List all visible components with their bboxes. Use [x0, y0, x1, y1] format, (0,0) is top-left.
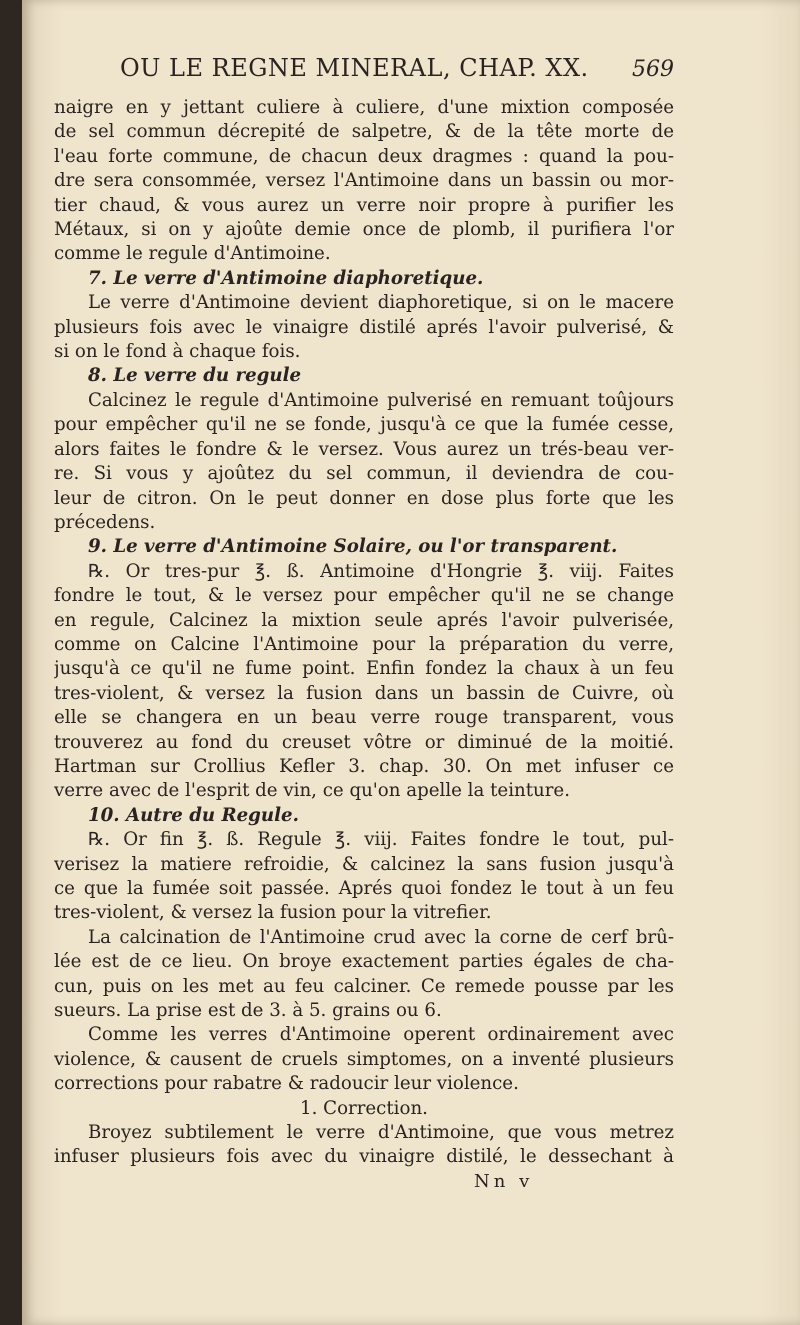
text-line: La calcination de l'Antimoine crud avec la corne de cerf brû- — [88, 926, 674, 948]
text-line: violence, & causent de cruels simptomes, on a inventé plusieurs — [54, 1048, 674, 1070]
running-head: OU LE REGNE MINERAL, CHAP. XX. — [120, 54, 589, 82]
text-line: re. Si vous y ajoûtez du sel commun, il deviendra de cou- — [54, 463, 674, 485]
text-line: comme le regule d'Antimoine. — [54, 243, 331, 265]
text-line: tres-violent, & versez la fusion dans un bassin de Cuivre, où — [54, 682, 674, 704]
text-line: fondre le tout, & le versez pour empêcher qu'il ne se change — [54, 585, 674, 607]
book-spine — [0, 0, 22, 1325]
text-line: Comme les verres d'Antimoine operent ordinairement avec — [88, 1024, 674, 1046]
page-header — [54, 54, 674, 94]
body-text — [54, 96, 674, 1170]
text-line: trouverez au fond du creuset vôtre or diminué de la moitié. — [54, 731, 674, 753]
text-line: précedens. — [54, 511, 156, 533]
section-heading — [54, 267, 674, 291]
section-heading — [54, 535, 674, 559]
book-page — [22, 0, 800, 1325]
text-line: plusieurs fois avec le vinaigre distilé aprés l'avoir pulverisé, & — [54, 316, 674, 338]
text-line: ℞. Or fin ℥. ß. Regule ℥. viij. Faites fondre le tout, pul- — [88, 829, 674, 851]
section-heading — [54, 804, 674, 828]
text-line: tres-violent, & versez la fusion pour la vitrefier. — [54, 902, 492, 924]
page-text-block — [54, 54, 674, 1194]
text-line: jusqu'à ce qu'il ne fume point. Enfin fondez la chaux à un feu — [54, 658, 674, 680]
text-line: Broyez subtilement le verre d'Antimoine, que vous metrez — [88, 1122, 674, 1144]
text-line: l'eau forte commune, de chacun deux dragmes : quand la pou- — [54, 145, 674, 167]
heading-text: 10. Autre du Regule. — [88, 804, 299, 826]
text-line: naigre en y jettant culiere à culiere, d'une mixtion composée — [54, 97, 674, 118]
text-line: elle se changera en un beau verre rouge transparent, vous — [54, 707, 674, 729]
text-line: sueurs. La prise est de 3. à 5. grains ou 6. — [54, 1000, 442, 1022]
text-line: Métaux, si on y ajoûte demie once de plomb, il purifiera l'or — [54, 219, 674, 241]
heading-text: 7. Le verre d'Antimoine diaphoretique. — [88, 267, 484, 289]
text-line: cun, puis on les met au feu calciner. Ce remede pousse par les — [54, 975, 674, 997]
text-line: si on le fond à chaque fois. — [54, 341, 301, 363]
text-line: Hartman sur Crollius Kefler 3. chap. 30. On met infuser ce — [54, 755, 674, 777]
text-line: infuser plusieurs fois avec du vinaigre distilé, le dessechant à — [54, 1146, 674, 1168]
text-line: verisez la matiere refroidie, & calcinez la sans fusion jusqu'à — [54, 853, 674, 875]
section-heading — [54, 364, 674, 388]
text-line: alors faites le fondre & le versez. Vous aurez un trés-beau ver- — [54, 438, 674, 460]
text-line: Calcinez le regule d'Antimoine pulverisé en remuant toûjours — [88, 389, 674, 411]
text-line: Le verre d'Antimoine devient diaphoretique, si on le macere — [88, 292, 674, 314]
section-heading: 1. Correction. — [300, 1097, 428, 1119]
text-line: corrections pour rabatre & radoucir leur violence. — [54, 1073, 519, 1095]
text-line: pour empêcher qu'il ne se fonde, jusqu'à ce que la fumée cesse, — [54, 414, 674, 436]
heading-text: 9. Le verre d'Antimoine Solaire, ou l'or transparent. — [88, 536, 618, 558]
text-line: dre sera consommée, versez l'Antimoine dans un bassin ou mor- — [54, 170, 674, 192]
text-line: lée est de ce lieu. On broye exactement parties égales de cha- — [54, 951, 674, 973]
signature-mark: Nn v — [474, 1170, 534, 1192]
page-number: 569 — [632, 57, 674, 82]
text-line: tier chaud, & vous aurez un verre noir propre à purifier les — [54, 194, 674, 216]
heading-text: 8. Le verre du regule — [88, 365, 302, 387]
text-line: en regule, Calcinez la mixtion seule aprés l'avoir pulverisée, — [54, 609, 674, 631]
text-line: comme on Calcine l'Antimoine pour la préparation du verre, — [54, 633, 674, 655]
text-line: verre avec de l'esprit de vin, ce qu'on apelle la teinture. — [54, 780, 570, 802]
text-line: de sel commun décrepité de salpetre, & de la tête morte de — [54, 121, 674, 143]
text-line: leur de citron. On le peut donner en dose plus forte que les — [54, 487, 674, 509]
text-line: ℞. Or tres-pur ℥. ß. Antimoine d'Hongrie ℥. viij. Faites — [88, 560, 674, 582]
text-line: ce que la fumée soit passée. Aprés quoi fondez le tout à un feu — [54, 878, 674, 899]
